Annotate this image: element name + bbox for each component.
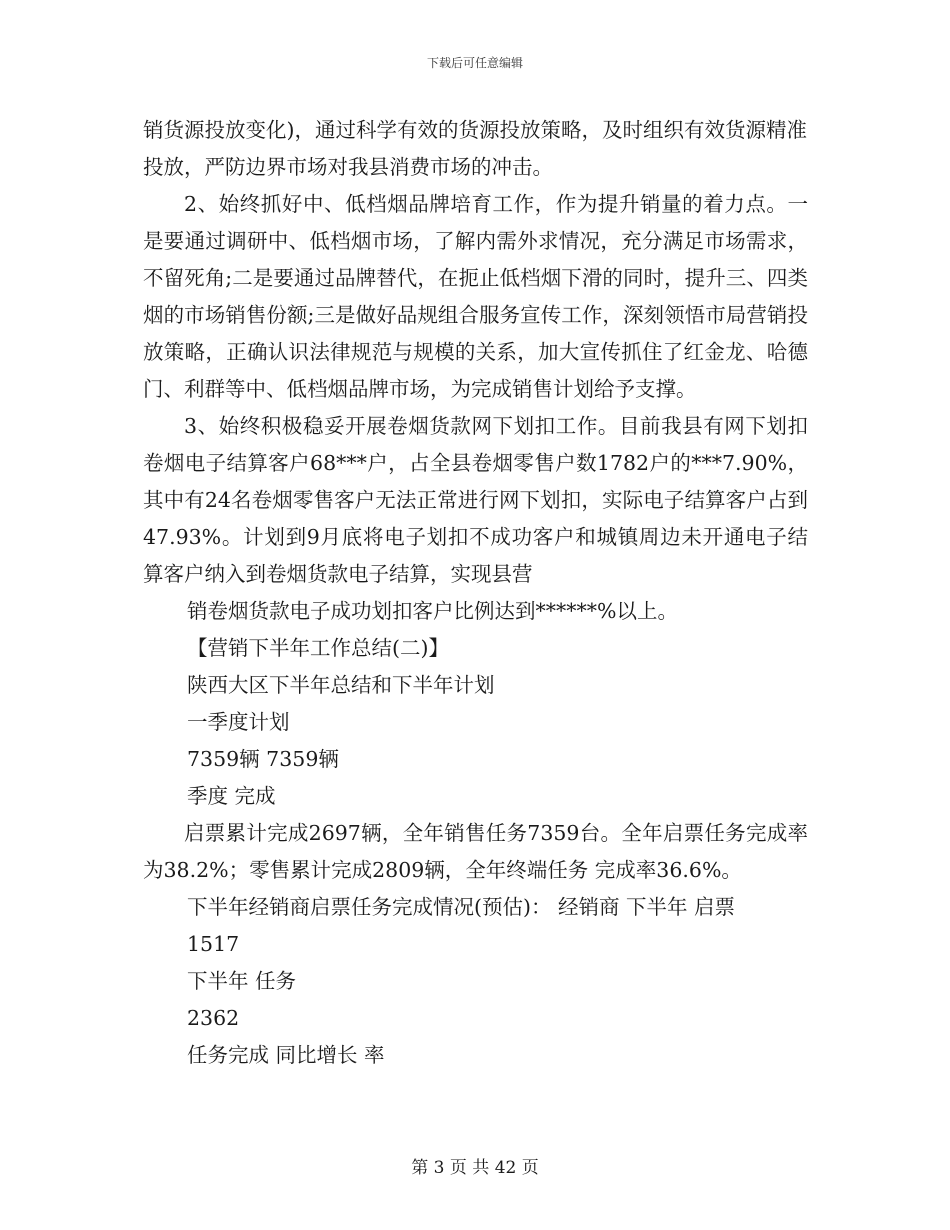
text-line-plan-values: 7359辆 7359辆	[187, 747, 339, 771]
page-footer: 第 3 页 共 42 页	[411, 1158, 539, 1178]
text-line-value-2362: 2362	[187, 1006, 240, 1030]
document-body	[143, 112, 808, 1074]
section-subtitle: 陕西大区下半年总结和下半年计划	[187, 673, 495, 697]
text-line-quarter-plan: 一季度计划	[187, 710, 290, 734]
text-line-dealer-header: 下半年经销商启票任务完成情况(预估)： 经销商 下半年 启票	[187, 895, 736, 919]
paragraph-line-target: 销卷烟货款电子成功划扣客户比例达到******%以上。	[187, 599, 678, 623]
paragraph-item-2: 2、始终抓好中、低档烟品牌培育工作，作为提升销量的着力点。一是要通过调研中、低档烟市场，了解内需外求情况，充分满足市场需求，不留死角;二是要通过品牌替代，在扼止低档烟下滑的同时，提升三、四类烟的市场销售份额;三是做好品规组合服务宣传工作，深刻领悟市局营销投放策略，正确认识法律规范与规模的关系，加大宣传抓住了红金龙、哈德门、利群等中、低档烟品牌市场，为完成销售计划给予支撑。	[143, 192, 808, 401]
paragraph-continuation: 销货源投放变化)，通过科学有效的货源投放策略，及时组织有效货源精准投放，严防边界市场对我县消费市场的冲击。	[143, 118, 807, 179]
paragraph-item-3: 3、始终积极稳妥开展卷烟货款网下划扣工作。目前我县有网下划扣卷烟电子结算客户68***户，占全县卷烟零售户数1782户的***7.90%，其中有24名卷烟零售客户无法正常进行网下划扣，实际电子结算客户占到47.93%。计划到9月底将电子划扣不成功客户和城镇周边未开通电子结算客户纳入到卷烟货款电子结算，实现县营	[143, 414, 808, 586]
text-line-value-1517: 1517	[187, 932, 240, 956]
text-line-quarter-done: 季度 完成	[187, 784, 276, 808]
paragraph-completion: 启票累计完成2697辆，全年销售任务7359台。全年启票任务完成率为38.2%；零售累计完成2809辆，全年终端任务 完成率36.6%。	[143, 821, 808, 882]
section-heading: 【营销下半年工作总结(二)】	[187, 636, 449, 660]
text-line-half-task: 下半年 任务	[187, 969, 297, 993]
text-line-rate-header: 任务完成 同比增长 率	[187, 1043, 385, 1067]
page-header: 下载后可任意编辑	[426, 56, 523, 70]
